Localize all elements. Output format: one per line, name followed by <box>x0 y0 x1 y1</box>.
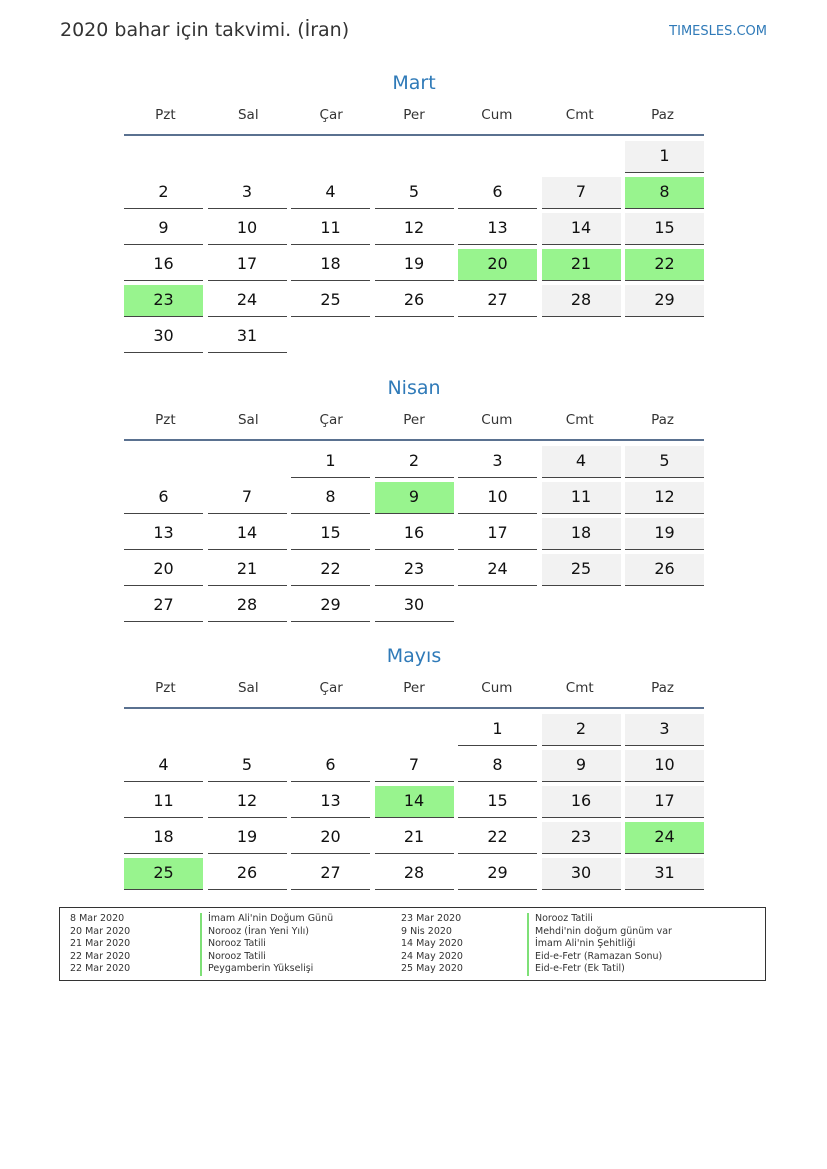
weekday-header <box>124 401 704 441</box>
day-cell: 24 <box>458 554 537 586</box>
weekday-label: Sal <box>237 107 259 123</box>
empty-cell <box>124 714 203 746</box>
month-title: Mayıs <box>386 645 442 667</box>
weekday-label: Çar <box>319 680 343 696</box>
day-cell: 26 <box>375 285 454 317</box>
day-grid <box>124 141 704 353</box>
legend-item <box>70 913 334 926</box>
empty-cell <box>208 446 287 478</box>
day-cell: 6 <box>124 482 203 514</box>
day-cell: 5 <box>625 446 704 478</box>
day-cell: 15 <box>458 786 537 818</box>
weekday-label: Per <box>403 107 425 123</box>
day-cell: 23 <box>542 822 621 854</box>
day-cell: 26 <box>625 554 704 586</box>
legend-item <box>401 938 636 951</box>
weekday-label: Paz <box>651 680 675 696</box>
day-cell: 25 <box>291 285 370 317</box>
month-title: Nisan <box>387 377 441 399</box>
day-cell: 7 <box>542 177 621 209</box>
day-cell: 28 <box>208 590 287 622</box>
day-cell: 25 <box>124 858 203 890</box>
day-cell: 16 <box>124 249 203 281</box>
legend-holiday-name: Norooz Tatili <box>200 951 266 964</box>
day-cell: 9 <box>124 213 203 245</box>
day-cell: 8 <box>291 482 370 514</box>
weekday-label: Cum <box>481 412 513 428</box>
legend-holiday-name: Norooz Tatili <box>527 913 593 926</box>
day-cell: 6 <box>458 177 537 209</box>
weekday-label: Pzt <box>155 680 176 696</box>
weekday-label: Cum <box>481 680 513 696</box>
weekday-label: Per <box>403 412 425 428</box>
weekday-label: Pzt <box>155 412 176 428</box>
day-cell: 29 <box>625 285 704 317</box>
day-cell: 14 <box>208 518 287 550</box>
weekday-label: Paz <box>651 107 675 123</box>
day-cell: 4 <box>542 446 621 478</box>
day-cell: 24 <box>208 285 287 317</box>
weekday-label: Sal <box>237 412 259 428</box>
day-cell: 8 <box>458 750 537 782</box>
legend-holiday-name: Norooz Tatili <box>200 938 266 951</box>
day-cell: 11 <box>291 213 370 245</box>
day-cell: 22 <box>458 822 537 854</box>
day-cell: 15 <box>291 518 370 550</box>
legend-date: 21 Mar 2020 <box>70 938 131 950</box>
day-cell: 19 <box>375 249 454 281</box>
weekday-label: Çar <box>319 412 343 428</box>
legend-column-right <box>401 913 672 976</box>
legend-item <box>401 963 625 976</box>
weekday-header <box>124 669 704 709</box>
day-cell: 3 <box>208 177 287 209</box>
day-cell: 27 <box>458 285 537 317</box>
day-cell: 12 <box>208 786 287 818</box>
day-cell: 18 <box>542 518 621 550</box>
legend-item <box>70 938 266 951</box>
day-cell: 15 <box>625 213 704 245</box>
legend-holiday-name: Peygamberin Yükselişi <box>200 963 313 976</box>
empty-cell <box>542 141 621 173</box>
legend-date: 8 Mar 2020 <box>70 913 125 924</box>
legend-holiday-name: Eid-e-Fetr (Ramazan Sonu) <box>527 951 662 964</box>
day-cell: 19 <box>625 518 704 550</box>
day-cell: 19 <box>208 822 287 854</box>
day-cell: 30 <box>542 858 621 890</box>
day-cell: 13 <box>291 786 370 818</box>
day-cell: 20 <box>291 822 370 854</box>
day-cell: 5 <box>208 750 287 782</box>
day-cell: 21 <box>208 554 287 586</box>
empty-cell <box>291 714 370 746</box>
legend-holiday-name: İmam Ali'nin Doğum Günü <box>200 913 333 926</box>
day-cell: 12 <box>625 482 704 514</box>
empty-cell <box>124 141 203 173</box>
day-cell: 3 <box>458 446 537 478</box>
day-cell: 13 <box>124 518 203 550</box>
empty-cell <box>375 714 454 746</box>
day-cell: 11 <box>124 786 203 818</box>
day-cell: 18 <box>124 822 203 854</box>
day-cell: 9 <box>542 750 621 782</box>
day-cell: 1 <box>458 714 537 746</box>
day-cell: 28 <box>375 858 454 890</box>
weekday-label: Cmt <box>565 107 594 123</box>
legend-holiday-name: Norooz (İran Yeni Yılı) <box>200 926 309 939</box>
day-cell: 5 <box>375 177 454 209</box>
day-cell: 14 <box>375 786 454 818</box>
day-cell: 1 <box>291 446 370 478</box>
day-cell: 21 <box>542 249 621 281</box>
legend-date: 22 Mar 2020 <box>70 950 131 962</box>
day-cell: 18 <box>291 249 370 281</box>
legend-item <box>70 925 310 939</box>
day-cell: 7 <box>375 750 454 782</box>
day-cell: 2 <box>124 177 203 209</box>
empty-cell <box>208 141 287 173</box>
day-cell: 11 <box>542 482 621 514</box>
day-grid <box>124 446 704 622</box>
legend-date: 22 Mar 2020 <box>70 963 131 975</box>
day-cell: 9 <box>375 482 454 514</box>
empty-cell <box>291 141 370 173</box>
weekday-label: Çar <box>319 107 343 123</box>
empty-cell <box>208 714 287 746</box>
day-cell: 8 <box>625 177 704 209</box>
weekday-label: Pzt <box>155 107 176 123</box>
day-cell: 26 <box>208 858 287 890</box>
month-may <box>124 643 704 890</box>
day-cell: 4 <box>124 750 203 782</box>
day-cell: 31 <box>208 321 287 353</box>
day-cell: 17 <box>458 518 537 550</box>
day-cell: 27 <box>291 858 370 890</box>
day-cell: 23 <box>375 554 454 586</box>
weekday-label: Sal <box>237 680 259 696</box>
day-cell: 29 <box>458 858 537 890</box>
day-cell: 22 <box>625 249 704 281</box>
day-cell: 1 <box>625 141 704 173</box>
legend-date: 14 May 2020 <box>401 938 463 950</box>
legend-date: 25 May 2020 <box>401 963 463 975</box>
day-cell: 31 <box>625 858 704 890</box>
weekday-header <box>124 96 704 136</box>
day-cell: 7 <box>208 482 287 514</box>
day-cell: 14 <box>542 213 621 245</box>
legend-item <box>70 963 314 976</box>
empty-cell <box>458 141 537 173</box>
weekday-label: Cmt <box>565 680 594 696</box>
empty-cell <box>375 141 454 173</box>
day-cell: 17 <box>625 786 704 818</box>
day-cell: 2 <box>542 714 621 746</box>
weekday-label: Cmt <box>565 412 594 428</box>
legend-date: 23 Mar 2020 <box>401 913 462 924</box>
legend-item <box>70 950 266 964</box>
page-title: 2020 bahar için takvimi. (İran) <box>60 19 350 41</box>
day-cell: 20 <box>458 249 537 281</box>
day-cell: 4 <box>291 177 370 209</box>
month-march <box>124 70 704 353</box>
day-cell: 21 <box>375 822 454 854</box>
legend-holiday-name: İmam Ali'nin Şehitliği <box>527 938 635 951</box>
legend-date: 9 Nis 2020 <box>401 925 452 937</box>
day-cell: 10 <box>458 482 537 514</box>
day-cell: 20 <box>124 554 203 586</box>
legend-date: 24 May 2020 <box>401 950 463 962</box>
day-cell: 30 <box>375 590 454 622</box>
site-link[interactable]: TIMESLES.COM <box>669 24 767 39</box>
day-cell: 16 <box>542 786 621 818</box>
day-cell: 30 <box>124 321 203 353</box>
legend-item <box>401 913 593 926</box>
month-title: Mart <box>392 72 436 94</box>
legend-item <box>401 925 672 939</box>
legend-column-left <box>70 913 334 976</box>
legend-holiday-name: Eid-e-Fetr (Ek Tatil) <box>527 963 625 976</box>
day-cell: 6 <box>291 750 370 782</box>
day-cell: 27 <box>124 590 203 622</box>
holiday-legend <box>59 907 766 981</box>
weekday-label: Paz <box>651 412 675 428</box>
day-cell: 10 <box>625 750 704 782</box>
day-cell: 12 <box>375 213 454 245</box>
day-cell: 22 <box>291 554 370 586</box>
day-cell: 16 <box>375 518 454 550</box>
day-cell: 23 <box>124 285 203 317</box>
day-cell: 25 <box>542 554 621 586</box>
legend-holiday-name: Mehdi'nin doğum günüm var <box>527 926 672 939</box>
day-cell: 13 <box>458 213 537 245</box>
empty-cell <box>124 446 203 478</box>
weekday-label: Cum <box>481 107 513 123</box>
day-cell: 3 <box>625 714 704 746</box>
legend-date: 20 Mar 2020 <box>70 925 131 937</box>
day-cell: 28 <box>542 285 621 317</box>
day-cell: 24 <box>625 822 704 854</box>
day-cell: 10 <box>208 213 287 245</box>
day-cell: 2 <box>375 446 454 478</box>
day-cell: 17 <box>208 249 287 281</box>
legend-item <box>401 950 663 964</box>
weekday-label: Per <box>403 680 425 696</box>
day-cell: 29 <box>291 590 370 622</box>
day-grid <box>124 714 704 890</box>
month-april <box>124 375 704 622</box>
